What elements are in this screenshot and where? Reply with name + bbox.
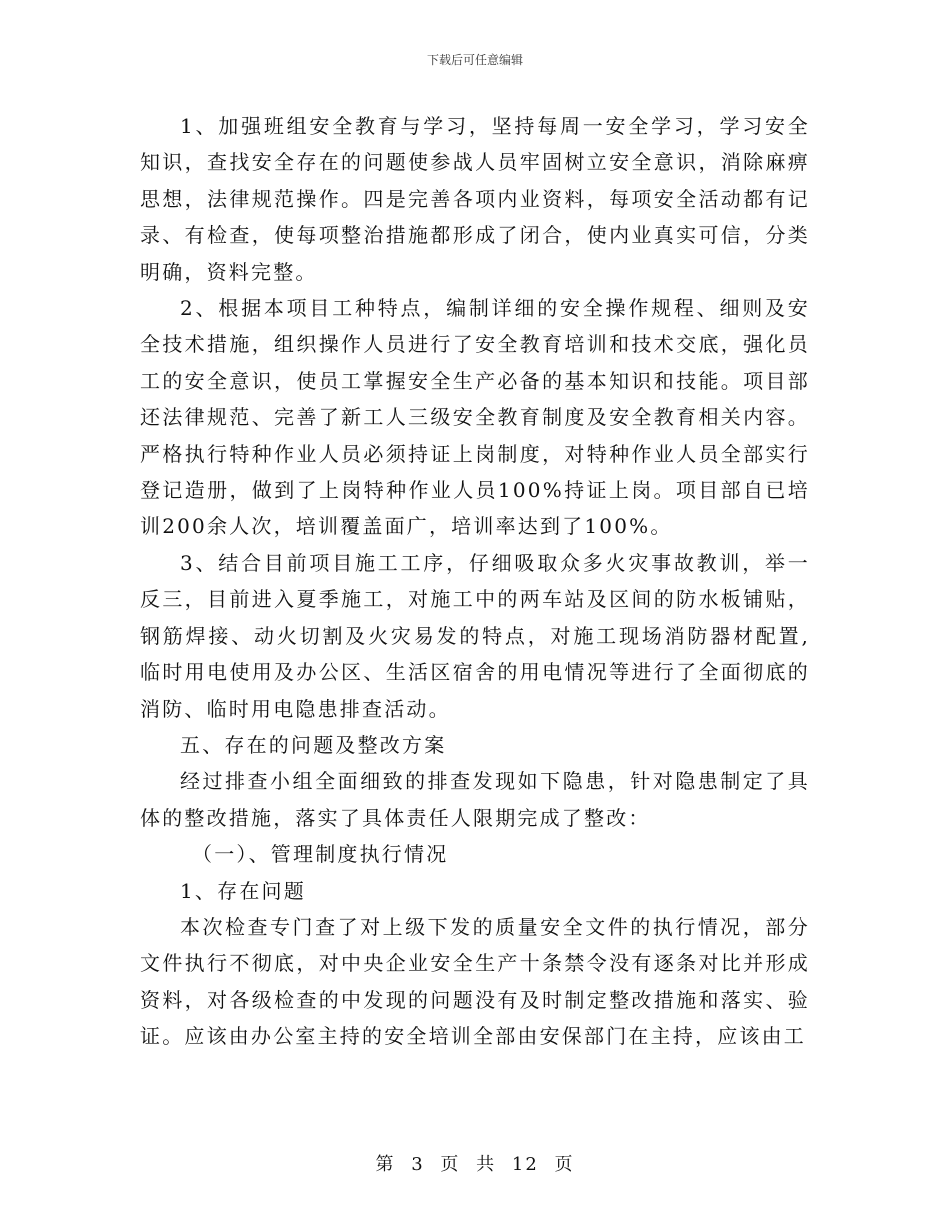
footer-current-page: 3 [411,1154,425,1175]
paragraph-2: 2、根据本项目工种特点，编制详细的安全操作规程、细则及安全技术措施，组织操作人员进行了安全教育培训和技术交底，强化员工的安全意识，使员工掌握安全生产必备的基本知识和技能。项目部还法律规范、完善了新工人三级安全教育制度及安全教育相关内容。严格执行特种作业人员必须持证上岗制度，对特种作业人员全部实行登记造册，做到了上岗特种作业人员100%持证上岗。项目部自已培训200余人次，培训覆盖面广，培训率达到了100%。 [140,296,810,539]
document-body [140,108,810,1055]
paragraph-3: 3、结合目前项目施工工序，仔细吸取众多火灾事故教训，举一反三，目前进入夏季施工，对施工中的两车站及区间的防水板铺贴，钢筋焊接、动火切割及火灾易发的特点，对施工现场消防器材配置,临时用电使用及办公区、生活区宿舍的用电情况等进行了全面彻底的消防、临时用电隐患排查活动。 [140,550,810,721]
paragraph-inspection: 本次检查专门查了对上级下发的质量安全文件的执行情况，部分文件执行不彻底，对中央企业安全生产十条禁令没有逐条对比并形成资料，对各级检查的中发现的问题没有及时制定整改措施和落实、验证。应该由办公室主持的安全培训全部由安保部门在主持，应该由工 [140,914,810,1049]
item-heading-problems: 1、存在问题 [180,878,306,903]
footer-total-pages: 12 [511,1154,539,1175]
subsection-heading-management: （一）、管理制度执行情况 [192,842,449,867]
paragraph-findings: 经过排查小组全面细致的排查发现如下隐患，针对隐患制定了具体的整改措施，落实了具体责任人限期完成了整改： [140,769,810,830]
footer-total-word: 共 [476,1154,497,1175]
footer-prefix: 第 [375,1154,396,1175]
section-heading-issues: 五、存在的问题及整改方案 [180,732,447,757]
paragraph-1: 1、加强班组安全教育与学习，坚持每周一安全学习，学习安全知识，查找安全存在的问题使参战人员牢固树立安全意识，消除麻痹思想，法律规范操作。四是完善各项内业资料，每项安全活动都有记录、有检查，使每项整治措施都形成了闭合，使内业真实可信，分类明确，资料完整。 [140,114,810,284]
page-footer [0,1154,950,1176]
footer-suffix: 页 [554,1154,575,1175]
footer-page-word: 页 [440,1154,461,1175]
page-header-note: 下载后可任意编辑 [426,53,523,67]
